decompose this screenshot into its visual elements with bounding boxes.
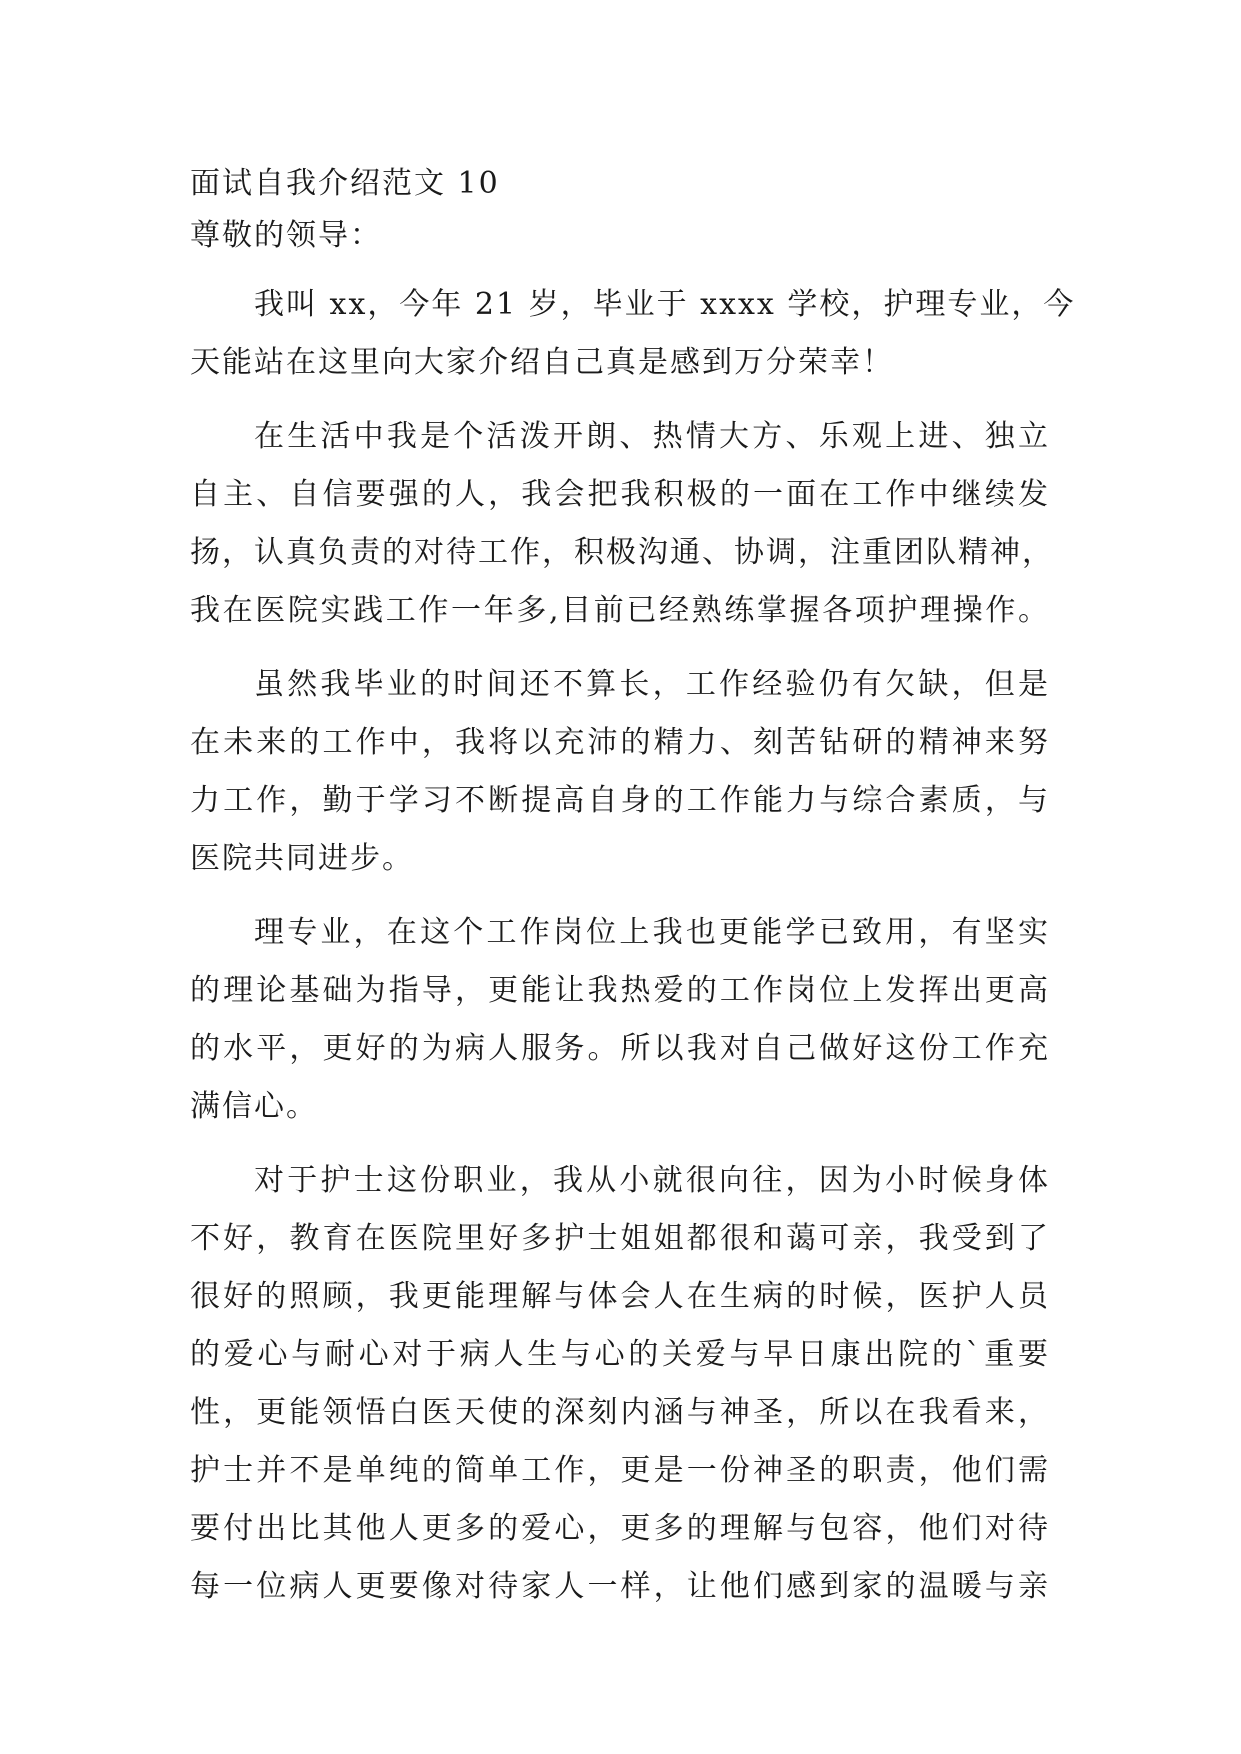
paragraph-line: 在未来的工作中，我将以充沛的精力、刻苦钻研的精神来努: [190, 725, 1050, 760]
paragraph-line: 在生活中我是个活泼开朗、热情大方、乐观上进、独立: [254, 419, 1050, 454]
paragraph: [190, 276, 1076, 392]
paragraph-line: 天能站在这里向大家介绍自己真是感到万分荣幸！: [190, 345, 894, 380]
salutation: 尊敬的领导：: [190, 218, 382, 253]
paragraph-line: 护士并不是单纯的简单工作，更是一份神圣的职责，他们需: [190, 1453, 1050, 1488]
paragraph-line: 不好，教育在医院里好多护士姐姐都很和蔼可亲，我受到了: [190, 1221, 1050, 1256]
document-title: 面试自我介绍范文 10: [190, 166, 500, 201]
paragraph-line: 对于护士这份职业，我从小就很向往，因为小时候身体: [254, 1163, 1050, 1198]
paragraph-line: 的水平，更好的为病人服务。所以我对自己做好这份工作充: [190, 1031, 1050, 1066]
paragraph-line: 很好的照顾，我更能理解与体会人在生病的时候，医护人员: [190, 1279, 1050, 1314]
paragraph-line: 每一位病人更要像对待家人一样，让他们感到家的温暖与亲: [190, 1569, 1050, 1604]
paragraph-line: 要付出比其他人更多的爱心，更多的理解与包容，他们对待: [190, 1511, 1050, 1546]
paragraph-line: 我在医院实践工作一年多,目前已经熟练掌握各项护理操作。: [190, 593, 1050, 628]
paragraph-line: 虽然我毕业的时间还不算长，工作经验仍有欠缺，但是: [254, 667, 1050, 702]
paragraph: [190, 408, 1054, 640]
paragraph-line: 医院共同进步。: [190, 841, 414, 876]
paragraph-line: 我叫 xx，今年 21 岁，毕业于 xxxx 学校，护理专业，今: [254, 287, 1076, 322]
paragraph: [190, 656, 1050, 888]
paragraph-line: 的爱心与耐心对于病人生与心的关爱与早日康出院的`重要: [190, 1337, 1050, 1372]
document-body: [190, 158, 1076, 1632]
paragraph-line: 满信心。: [190, 1089, 318, 1124]
paragraph-line: 理专业，在这个工作岗位上我也更能学已致用，有坚实: [254, 915, 1050, 950]
paragraph-line: 力工作，勤于学习不断提高自身的工作能力与综合素质，与: [190, 783, 1050, 818]
paragraph: [190, 904, 1050, 1136]
paragraph-line: 扬，认真负责的对待工作，积极沟通、协调，注重团队精神，: [190, 535, 1054, 570]
paragraph-line: 性，更能领悟白医天使的深刻内涵与神圣，所以在我看来，: [190, 1395, 1050, 1430]
paragraph: [190, 1152, 1050, 1616]
paragraph-line: 的理论基础为指导，更能让我热爱的工作岗位上发挥出更高: [190, 973, 1050, 1008]
paragraph-line: 自主、自信要强的人，我会把我积极的一面在工作中继续发: [190, 477, 1050, 512]
